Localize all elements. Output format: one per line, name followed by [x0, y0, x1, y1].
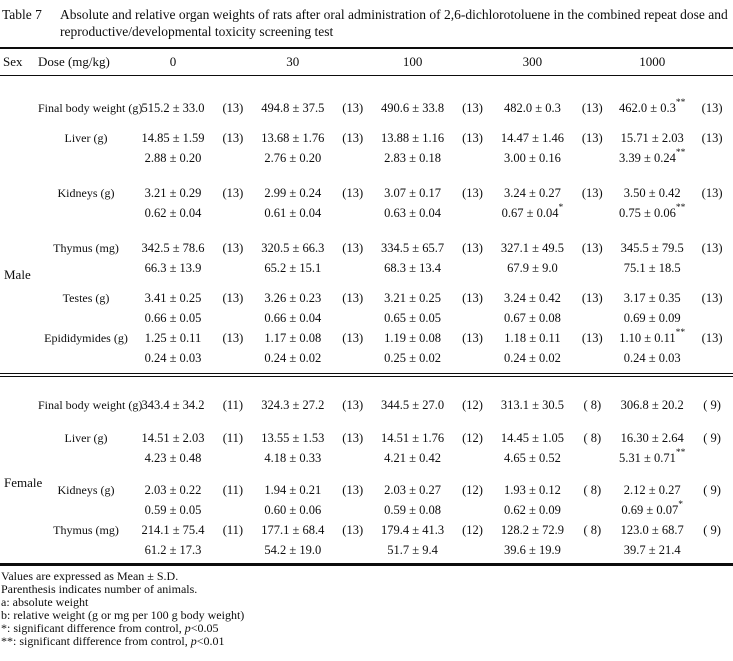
animal-count: (13) — [342, 241, 364, 255]
value-cell — [374, 520, 452, 560]
absolute-weight-value: 3.50 ± 0.42 — [623, 186, 681, 200]
animal-count: (11) — [222, 523, 244, 537]
sex-column-spacer — [0, 395, 38, 415]
organ-label: Final body weight (g) — [38, 101, 143, 115]
animal-count: (11) — [222, 483, 244, 497]
value-cell — [493, 183, 571, 223]
value-cell — [613, 183, 691, 223]
animal-count: (13) — [342, 398, 364, 412]
footnote-line: **: significant difference from control, p<0.01 — [1, 634, 225, 648]
value-cell — [134, 238, 212, 278]
organ-label: Liver (g) — [64, 431, 108, 445]
absolute-weight-value: 2.03 ± 0.27 — [384, 483, 442, 497]
absolute-weight-value: 1.94 ± 0.21 — [264, 483, 322, 497]
value-cell — [374, 328, 452, 368]
value-cell — [134, 98, 212, 118]
sex-label: Male — [4, 267, 31, 282]
absolute-weight-value: 13.55 ± 1.53 — [261, 431, 325, 445]
relative-weight-value: 0.66 ± 0.04 — [264, 311, 322, 325]
absolute-weight-value: 3.21 ± 0.29 — [144, 186, 202, 200]
value-cell — [613, 520, 691, 560]
organ-row — [0, 328, 733, 368]
relative-weight-value: 0.24 ± 0.02 — [503, 351, 561, 365]
value-cell — [613, 328, 691, 368]
animal-count: (13) — [222, 186, 244, 200]
absolute-weight-value: 313.1 ± 30.5 — [500, 398, 564, 412]
value-cell — [254, 238, 332, 278]
relative-weight-value: 0.65 ± 0.05 — [384, 311, 442, 325]
relative-weight-value: 66.3 ± 13.9 — [144, 261, 202, 275]
animal-count: (13) — [462, 101, 483, 115]
absolute-weight-value: 344.5 ± 27.0 — [381, 398, 445, 412]
value-cell — [254, 480, 332, 520]
animal-count: ( 9) — [703, 483, 721, 497]
sex-column-spacer — [0, 128, 38, 168]
organ-label: Liver (g) — [64, 131, 108, 145]
table-body — [0, 98, 733, 563]
value-cell — [374, 238, 452, 278]
absolute-weight-value: 342.5 ± 78.6 — [141, 241, 205, 255]
absolute-weight-value: 327.1 ± 49.5 — [500, 241, 564, 255]
organ-label: Kidneys (g) — [57, 186, 115, 200]
value-cell — [613, 428, 691, 468]
animal-count: ( 8) — [583, 431, 602, 445]
relative-weight-value: 0.69 ± 0.09 — [623, 311, 681, 325]
animal-count: (13) — [342, 131, 364, 145]
footnote-line: a: absolute weight — [1, 595, 89, 609]
animal-count: (13) — [342, 186, 364, 200]
animal-count: (13) — [342, 101, 364, 115]
organ-label: Thymus (mg) — [53, 241, 119, 255]
absolute-weight-value: 123.0 ± 68.7 — [620, 523, 684, 537]
animal-count: (13) — [462, 241, 483, 255]
value-cell — [374, 428, 452, 468]
absolute-weight-value: 1.18 ± 0.11 — [504, 331, 561, 345]
value-cell — [493, 288, 571, 328]
absolute-weight-value: 1.25 ± 0.11 — [144, 331, 202, 345]
absolute-weight-value: 14.85 ± 1.59 — [141, 131, 205, 145]
value-cell — [493, 520, 571, 560]
absolute-weight-value: 2.99 ± 0.24 — [264, 186, 322, 200]
value-cell — [613, 98, 691, 118]
value-cell — [254, 288, 332, 328]
absolute-weight-value: 3.24 ± 0.27 — [503, 186, 561, 200]
animal-count: ( 9) — [703, 523, 721, 537]
relative-weight-value: 0.67 ± 0.08 — [503, 311, 561, 325]
animal-count: (13) — [342, 483, 364, 497]
header-dose-300: 300 — [522, 54, 543, 69]
absolute-weight-value: 490.6 ± 33.8 — [381, 101, 445, 115]
sex-column-spacer — [0, 428, 38, 468]
animal-count: (13) — [581, 131, 603, 145]
relative-weight-value: 75.1 ± 18.5 — [623, 261, 681, 275]
organ-row — [0, 395, 733, 415]
animal-count: (13) — [701, 291, 723, 305]
absolute-weight-value: 14.47 ± 1.46 — [500, 131, 564, 145]
relative-weight-value: 5.31 ± 0.71** — [619, 448, 686, 465]
animal-count: (13) — [462, 291, 483, 305]
relative-weight-value: 39.7 ± 21.4 — [623, 543, 681, 557]
header-sex: Sex — [3, 54, 23, 69]
table-header-row — [0, 49, 733, 76]
organ-weights-table — [0, 47, 733, 648]
absolute-weight-value: 14.51 ± 2.03 — [141, 431, 205, 445]
relative-weight-value: 0.75 ± 0.06** — [619, 203, 686, 220]
footnote-line: Parenthesis indicates number of animals. — [1, 582, 198, 596]
relative-weight-value: 54.2 ± 19.0 — [264, 543, 322, 557]
absolute-weight-value: 214.1 ± 75.4 — [141, 523, 205, 537]
absolute-weight-value: 128.2 ± 72.9 — [500, 523, 564, 537]
relative-weight-value: 2.88 ± 0.20 — [144, 151, 202, 165]
value-cell — [374, 183, 452, 223]
value-cell — [613, 288, 691, 328]
section-female — [0, 373, 733, 563]
absolute-weight-value: 16.30 ± 2.64 — [620, 431, 684, 445]
absolute-weight-value: 515.2 ± 33.0 — [141, 101, 205, 115]
animal-count: (13) — [701, 131, 723, 145]
value-cell — [134, 288, 212, 328]
table-title-text: Absolute and relative organ weights of rats after oral administration of 2,6-dichlorotoluene in the combined repeat dose and reproductive/developmental toxicity screening test — [60, 7, 728, 39]
animal-count: (13) — [581, 291, 603, 305]
header-dose-100: 100 — [402, 54, 423, 69]
absolute-weight-value: 177.1 ± 68.4 — [261, 523, 325, 537]
relative-weight-value: 0.24 ± 0.02 — [264, 351, 322, 365]
animal-count: (13) — [462, 186, 483, 200]
relative-weight-value: 0.60 ± 0.06 — [264, 503, 322, 517]
footnote-line: Values are expressed as Mean ± S.D. — [1, 569, 179, 583]
value-cell — [493, 328, 571, 368]
relative-weight-value: 0.67 ± 0.04* — [501, 203, 564, 220]
animal-count: (13) — [222, 331, 244, 345]
relative-weight-value: 2.76 ± 0.20 — [264, 151, 322, 165]
footnote-line: *: significant difference from control, p<0.05 — [1, 621, 219, 635]
organ-row — [0, 238, 733, 278]
animal-count: (13) — [342, 291, 364, 305]
absolute-weight-value: 494.8 ± 37.5 — [261, 101, 325, 115]
relative-weight-value: 0.61 ± 0.04 — [264, 206, 322, 220]
absolute-weight-value: 14.51 ± 1.76 — [381, 431, 445, 445]
value-cell — [254, 98, 332, 118]
organ-row — [0, 480, 733, 520]
animal-count: (11) — [222, 398, 244, 412]
relative-weight-value: 0.63 ± 0.04 — [384, 206, 442, 220]
animal-count: (13) — [342, 331, 364, 345]
sex-column-spacer — [0, 288, 38, 328]
relative-weight-value: 4.21 ± 0.42 — [384, 451, 442, 465]
animal-count: (13) — [222, 101, 244, 115]
absolute-weight-value: 345.5 ± 79.5 — [620, 241, 684, 255]
animal-count: (13) — [701, 241, 723, 255]
absolute-weight-value: 343.4 ± 34.2 — [141, 398, 205, 412]
animal-count: (13) — [342, 523, 364, 537]
relative-weight-value: 65.2 ± 15.1 — [264, 261, 322, 275]
animal-count: (13) — [701, 186, 723, 200]
organ-row — [0, 128, 733, 168]
relative-weight-value: 0.66 ± 0.05 — [144, 311, 202, 325]
header-dose-label: Dose (mg/kg) — [38, 54, 110, 69]
organ-row — [0, 98, 733, 118]
relative-weight-value: 0.69 ± 0.07* — [621, 500, 683, 517]
absolute-weight-value: 3.17 ± 0.35 — [623, 291, 681, 305]
relative-weight-value: 67.9 ± 9.0 — [507, 261, 558, 275]
value-cell — [254, 395, 332, 415]
value-cell — [493, 428, 571, 468]
relative-weight-value: 4.18 ± 0.33 — [264, 451, 322, 465]
animal-count: (13) — [462, 331, 483, 345]
value-cell — [493, 395, 571, 415]
value-cell — [613, 480, 691, 520]
relative-weight-value: 0.62 ± 0.04 — [144, 206, 202, 220]
organ-label: Epididymides (g) — [44, 331, 128, 345]
value-cell — [493, 98, 571, 118]
value-cell — [254, 428, 332, 468]
sex-column-spacer — [0, 328, 38, 368]
animal-count: ( 9) — [703, 431, 721, 445]
absolute-weight-value: 179.4 ± 41.3 — [381, 523, 445, 537]
absolute-weight-value: 15.71 ± 2.03 — [620, 131, 684, 145]
relative-weight-value: 2.83 ± 0.18 — [384, 151, 442, 165]
relative-weight-value: 0.24 ± 0.03 — [623, 351, 681, 365]
absolute-weight-value: 2.12 ± 0.27 — [623, 483, 681, 497]
footnote-line: b: relative weight (g or mg per 100 g body weight) — [1, 608, 245, 622]
absolute-weight-value: 1.10 ± 0.11** — [619, 328, 686, 345]
organ-label: Final body weight (g) — [38, 398, 143, 412]
animal-count: (13) — [222, 241, 244, 255]
animal-count: (13) — [581, 101, 603, 115]
absolute-weight-value: 3.21 ± 0.25 — [384, 291, 442, 305]
absolute-weight-value: 3.26 ± 0.23 — [264, 291, 322, 305]
footnotes-block — [0, 563, 733, 648]
organ-row — [0, 520, 733, 560]
value-cell — [374, 288, 452, 328]
absolute-weight-value: 482.0 ± 0.3 — [503, 101, 561, 115]
value-cell — [374, 128, 452, 168]
relative-weight-value: 4.65 ± 0.52 — [503, 451, 561, 465]
animal-count: (13) — [222, 291, 244, 305]
relative-weight-value: 39.6 ± 19.9 — [503, 543, 561, 557]
absolute-weight-value: 14.45 ± 1.05 — [500, 431, 564, 445]
animal-count: (11) — [222, 431, 244, 445]
sex-column-spacer — [0, 98, 38, 118]
value-cell — [613, 395, 691, 415]
animal-count: (13) — [462, 131, 483, 145]
value-cell — [254, 183, 332, 223]
relative-weight-value: 3.00 ± 0.16 — [503, 151, 561, 165]
animal-count: (12) — [462, 431, 483, 445]
table-number: Table 7 — [2, 7, 42, 22]
sex-label: Female — [4, 475, 43, 490]
relative-weight-value: 0.25 ± 0.02 — [384, 351, 442, 365]
value-cell — [493, 238, 571, 278]
value-cell — [374, 395, 452, 415]
animal-count: ( 8) — [583, 523, 602, 537]
relative-weight-value: 0.62 ± 0.09 — [503, 503, 561, 517]
absolute-weight-value: 320.5 ± 66.3 — [261, 241, 325, 255]
header-dose-0: 0 — [169, 54, 177, 69]
value-cell — [134, 128, 212, 168]
absolute-weight-value: 334.5 ± 65.7 — [381, 241, 445, 255]
relative-weight-value: 4.23 ± 0.48 — [144, 451, 202, 465]
absolute-weight-value: 13.88 ± 1.16 — [381, 131, 445, 145]
animal-count: (13) — [701, 101, 723, 115]
relative-weight-value: 51.7 ± 9.4 — [387, 543, 438, 557]
value-cell — [254, 128, 332, 168]
organ-label: Testes (g) — [62, 291, 110, 305]
value-cell — [493, 480, 571, 520]
table-caption — [0, 0, 733, 40]
animal-count: ( 9) — [703, 398, 721, 412]
absolute-weight-value: 306.8 ± 20.2 — [620, 398, 684, 412]
animal-count: (13) — [581, 186, 603, 200]
relative-weight-value: 0.59 ± 0.08 — [384, 503, 442, 517]
header-dose-30: 30 — [286, 54, 300, 69]
value-cell — [134, 395, 212, 415]
sex-column-spacer — [0, 183, 38, 223]
relative-weight-value: 61.2 ± 17.3 — [144, 543, 202, 557]
organ-row — [0, 183, 733, 223]
absolute-weight-value: 1.19 ± 0.08 — [384, 331, 442, 345]
animal-count: (13) — [581, 241, 603, 255]
value-cell — [374, 480, 452, 520]
value-cell — [134, 480, 212, 520]
sex-column-spacer — [0, 520, 38, 560]
value-cell — [134, 428, 212, 468]
animal-count: ( 8) — [583, 483, 602, 497]
value-cell — [254, 328, 332, 368]
animal-count: ( 8) — [583, 398, 602, 412]
value-cell — [134, 328, 212, 368]
animal-count: (12) — [462, 483, 483, 497]
animal-count: (13) — [222, 131, 244, 145]
absolute-weight-value: 3.07 ± 0.17 — [384, 186, 442, 200]
animal-count: (13) — [701, 331, 723, 345]
animal-count: (12) — [462, 398, 483, 412]
value-cell — [613, 238, 691, 278]
section-male — [0, 98, 733, 373]
organ-row — [0, 428, 733, 468]
value-cell — [493, 128, 571, 168]
relative-weight-value: 68.3 ± 13.4 — [384, 261, 442, 275]
absolute-weight-value: 3.24 ± 0.42 — [503, 291, 561, 305]
value-cell — [613, 128, 691, 168]
value-cell — [254, 520, 332, 560]
absolute-weight-value: 324.3 ± 27.2 — [261, 398, 325, 412]
value-cell — [134, 520, 212, 560]
animal-count: (13) — [342, 431, 364, 445]
header-dose-1000: 1000 — [639, 54, 666, 69]
absolute-weight-value: 13.68 ± 1.76 — [261, 131, 325, 145]
value-cell — [374, 98, 452, 118]
relative-weight-value: 0.59 ± 0.05 — [144, 503, 202, 517]
organ-label: Kidneys (g) — [57, 483, 115, 497]
animal-count: (12) — [462, 523, 483, 537]
organ-row — [0, 288, 733, 328]
absolute-weight-value: 2.03 ± 0.22 — [144, 483, 202, 497]
absolute-weight-value: 3.41 ± 0.25 — [144, 291, 202, 305]
absolute-weight-value: 1.93 ± 0.12 — [503, 483, 561, 497]
relative-weight-value: 3.39 ± 0.24** — [619, 148, 686, 165]
absolute-weight-value: 1.17 ± 0.08 — [264, 331, 322, 345]
animal-count: (13) — [581, 331, 603, 345]
absolute-weight-value: 462.0 ± 0.3** — [619, 98, 686, 115]
relative-weight-value: 0.24 ± 0.03 — [144, 351, 202, 365]
value-cell — [134, 183, 212, 223]
organ-label: Thymus (mg) — [53, 523, 119, 537]
